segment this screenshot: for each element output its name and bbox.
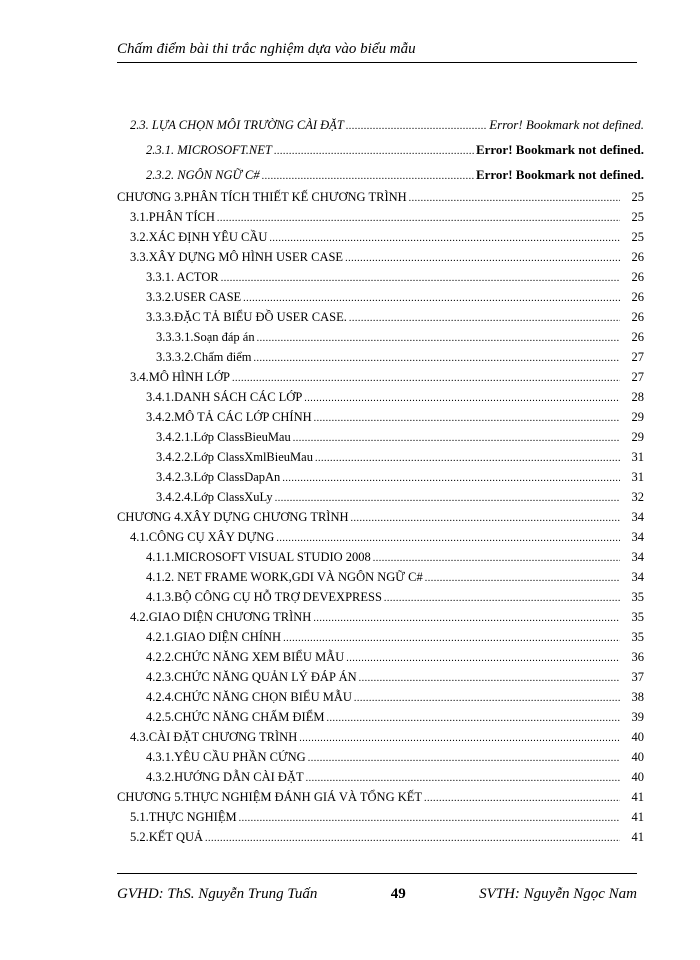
toc-entry-page: 29 bbox=[631, 410, 644, 424]
page-footer bbox=[117, 886, 637, 903]
toc-entry-page: 35 bbox=[631, 590, 644, 604]
toc-entry-page: 26 bbox=[631, 270, 644, 284]
toc-entry-page: 25 bbox=[631, 190, 644, 204]
toc-dot-leader bbox=[345, 249, 620, 269]
toc-entry[interactable] bbox=[117, 527, 644, 547]
toc-dot-leader bbox=[326, 709, 620, 729]
toc-entry-label: 3.4.2.1.Lớp ClassBieuMau bbox=[156, 430, 291, 444]
footer-advisor: GVHD: ThS. Nguyễn Trung Tuấn bbox=[117, 886, 318, 902]
toc-entry[interactable] bbox=[117, 567, 644, 587]
toc-entry-page: 26 bbox=[631, 290, 644, 304]
toc-entry[interactable] bbox=[117, 587, 644, 607]
toc-entry-page: 35 bbox=[631, 610, 644, 624]
toc-entry-page: 29 bbox=[631, 430, 644, 444]
toc-entry-page: 26 bbox=[631, 310, 644, 324]
toc-dot-leader bbox=[315, 449, 620, 469]
toc-entry-label: 3.3.2.USER CASE bbox=[146, 290, 242, 304]
toc-entry-label: 4.3.2.HƯỚNG DẪN CÀI ĐẶT bbox=[146, 770, 304, 784]
toc-entry-label: 4.2.3.CHỨC NĂNG QUẢN LÝ ĐÁP ÁN bbox=[146, 670, 357, 684]
toc-entry-page: 40 bbox=[631, 750, 644, 764]
table-of-contents bbox=[117, 112, 644, 847]
toc-entry[interactable] bbox=[117, 407, 644, 427]
toc-entry[interactable] bbox=[117, 627, 644, 647]
toc-entry[interactable] bbox=[117, 162, 644, 187]
toc-entry[interactable] bbox=[117, 387, 644, 407]
toc-entry-page: Error! Bookmark not defined. bbox=[489, 117, 644, 132]
toc-entry-page: 37 bbox=[631, 670, 644, 684]
toc-entry-label: 5.1.THỰC NGHIỆM bbox=[130, 810, 237, 824]
toc-dot-leader bbox=[313, 609, 620, 629]
toc-entry-label: 4.2.4.CHỨC NĂNG CHỌN BIỂU MẪU bbox=[146, 690, 352, 704]
toc-entry[interactable] bbox=[117, 767, 644, 787]
toc-entry[interactable] bbox=[117, 287, 644, 307]
toc-dot-leader bbox=[275, 489, 620, 509]
toc-entry-page: 34 bbox=[631, 570, 644, 584]
toc-entry[interactable] bbox=[117, 427, 644, 447]
toc-dot-leader bbox=[217, 209, 620, 229]
toc-entry[interactable] bbox=[117, 327, 644, 347]
toc-dot-leader bbox=[274, 139, 474, 164]
toc-entry[interactable] bbox=[117, 267, 644, 287]
toc-entry-page: Error! Bookmark not defined. bbox=[475, 167, 644, 182]
toc-entry[interactable] bbox=[117, 207, 644, 227]
toc-dot-leader bbox=[359, 669, 620, 689]
toc-entry[interactable] bbox=[117, 367, 644, 387]
toc-dot-leader bbox=[262, 164, 474, 189]
toc-entry-page: 31 bbox=[631, 470, 644, 484]
toc-dot-leader bbox=[276, 529, 620, 549]
toc-entry-label: 3.2.XÁC ĐỊNH YÊU CẦU bbox=[130, 230, 268, 244]
toc-dot-leader bbox=[424, 789, 620, 809]
toc-entry-label: 2.3. LỰA CHỌN MÔI TRƯỜNG CÀI ĐẶT bbox=[130, 118, 344, 132]
toc-entry-label: 3.4.2.4.Lớp ClassXuLy bbox=[156, 490, 273, 504]
toc-entry[interactable] bbox=[117, 137, 644, 162]
toc-entry-page: 31 bbox=[631, 450, 644, 464]
toc-dot-leader bbox=[409, 189, 620, 209]
toc-dot-leader bbox=[346, 114, 487, 139]
toc-entry-page: 27 bbox=[631, 350, 644, 364]
toc-entry[interactable] bbox=[117, 727, 644, 747]
toc-dot-leader bbox=[354, 689, 620, 709]
toc-entry[interactable] bbox=[117, 687, 644, 707]
toc-dot-leader bbox=[282, 469, 620, 489]
toc-entry-label: 3.3.3.2.Chấm điểm bbox=[156, 350, 252, 364]
toc-entry-page: 38 bbox=[631, 690, 644, 704]
toc-entry-page: Error! Bookmark not defined. bbox=[475, 142, 644, 157]
toc-entry-label: 4.2.GIAO DIỆN CHƯƠNG TRÌNH bbox=[130, 610, 312, 624]
toc-entry[interactable] bbox=[117, 247, 644, 267]
toc-dot-leader bbox=[269, 229, 620, 249]
toc-entry-label: 3.3.1. ACTOR bbox=[146, 270, 219, 284]
page-header bbox=[117, 38, 637, 63]
toc-dot-leader bbox=[239, 809, 620, 829]
toc-entry-label: 4.3.1.YÊU CẦU PHẦN CỨNG bbox=[146, 750, 306, 764]
toc-entry[interactable] bbox=[117, 187, 644, 207]
toc-entry-page: 36 bbox=[631, 650, 644, 664]
toc-entry-label: 4.2.2.CHỨC NĂNG XEM BIỂU MẪU bbox=[146, 650, 345, 664]
toc-entry[interactable] bbox=[117, 787, 644, 807]
toc-entry-label: 3.4.1.DANH SÁCH CÁC LỚP bbox=[146, 390, 303, 404]
toc-entry[interactable] bbox=[117, 227, 644, 247]
toc-entry-label: 2.3.1. MICROSOFT.NET bbox=[146, 143, 272, 157]
toc-entry-label: 4.1.CÔNG CỤ XÂY DỰNG bbox=[130, 530, 275, 544]
toc-entry-page: 40 bbox=[631, 730, 644, 744]
toc-entry[interactable] bbox=[117, 447, 644, 467]
toc-entry-label: 5.2.KẾT QUẢ bbox=[130, 830, 204, 844]
toc-dot-leader bbox=[253, 349, 620, 369]
toc-entry[interactable] bbox=[117, 667, 644, 687]
toc-dot-leader bbox=[299, 729, 620, 749]
toc-entry-label: 3.4.2.3.Lớp ClassDapAn bbox=[156, 470, 281, 484]
toc-entry[interactable] bbox=[117, 507, 644, 527]
toc-entry[interactable] bbox=[117, 467, 644, 487]
toc-dot-leader bbox=[425, 569, 620, 589]
toc-entry-label: 3.4.MÔ HÌNH LỚP bbox=[130, 370, 230, 384]
toc-entry-page: 25 bbox=[631, 230, 644, 244]
toc-entry-page: 32 bbox=[631, 490, 644, 504]
toc-dot-leader bbox=[243, 289, 620, 309]
toc-entry[interactable] bbox=[117, 707, 644, 727]
toc-entry[interactable] bbox=[117, 347, 644, 367]
toc-entry-label: 3.4.2.MÔ TẢ CÁC LỚP CHÍNH bbox=[146, 410, 312, 424]
toc-entry-page: 39 bbox=[631, 710, 644, 724]
toc-entry-label: 4.2.5.CHỨC NĂNG CHẤM ĐIỂM bbox=[146, 710, 325, 724]
toc-entry-label: 4.1.2. NET FRAME WORK,GDI VÀ NGÔN NGỮ C# bbox=[146, 570, 423, 584]
toc-dot-leader bbox=[283, 629, 620, 649]
toc-entry-page: 27 bbox=[631, 370, 644, 384]
toc-entry-page: 40 bbox=[631, 770, 644, 784]
toc-entry[interactable] bbox=[117, 647, 644, 667]
toc-dot-leader bbox=[346, 649, 620, 669]
toc-entry-label: 4.1.3.BỘ CÔNG CỤ HỖ TRỢ DEVEXPRESS bbox=[146, 590, 382, 604]
toc-entry-label: 4.2.1.GIAO DIỆN CHÍNH bbox=[146, 630, 282, 644]
toc-dot-leader bbox=[373, 549, 620, 569]
toc-entry-label: 3.4.2.2.Lớp ClassXmlBieuMau bbox=[156, 450, 313, 464]
toc-entry-label: 3.3.XÂY DỰNG MÔ HÌNH USER CASE bbox=[130, 250, 344, 264]
toc-entry-page: 28 bbox=[631, 390, 644, 404]
toc-entry-label: CHƯƠNG 4.XÂY DỰNG CHƯƠNG TRÌNH bbox=[117, 510, 349, 524]
toc-entry-label: CHƯƠNG 5.THỰC NGHIỆM ĐÁNH GIÁ VÀ TỔNG KẾT bbox=[117, 790, 423, 804]
footer-student: SVTH: Nguyễn Ngọc Nam bbox=[479, 886, 637, 902]
header-title: Chấm điểm bài thi trắc nghiệm dựa vào biểu mẫu bbox=[117, 41, 416, 57]
toc-entry[interactable] bbox=[117, 307, 644, 327]
toc-entry[interactable] bbox=[117, 487, 644, 507]
toc-entry-page: 41 bbox=[631, 790, 644, 804]
toc-entry-label: 3.1.PHÂN TÍCH bbox=[130, 210, 215, 224]
toc-entry[interactable] bbox=[117, 827, 644, 847]
toc-dot-leader bbox=[351, 509, 620, 529]
toc-entry-page: 26 bbox=[631, 330, 644, 344]
toc-dot-leader bbox=[205, 829, 620, 849]
toc-dot-leader bbox=[232, 369, 620, 389]
toc-entry[interactable] bbox=[117, 112, 644, 137]
toc-entry-page: 34 bbox=[631, 530, 644, 544]
toc-entry-label: 2.3.2. NGÔN NGỮ C# bbox=[146, 168, 260, 182]
footer-page-number: 49 bbox=[390, 886, 406, 902]
toc-entry-page: 25 bbox=[631, 210, 644, 224]
toc-entry-page: 34 bbox=[631, 510, 644, 524]
toc-entry[interactable] bbox=[117, 807, 644, 827]
toc-entry-page: 41 bbox=[631, 810, 644, 824]
toc-entry-page: 35 bbox=[631, 630, 644, 644]
toc-entry[interactable] bbox=[117, 547, 644, 567]
toc-dot-leader bbox=[257, 329, 620, 349]
toc-entry[interactable] bbox=[117, 607, 644, 627]
toc-dot-leader bbox=[384, 589, 620, 609]
toc-entry-label: 3.3.3.1.Soạn đáp án bbox=[156, 330, 255, 344]
toc-entry-label: 4.1.1.MICROSOFT VISUAL STUDIO 2008 bbox=[146, 550, 371, 564]
toc-entry-page: 34 bbox=[631, 550, 644, 564]
toc-dot-leader bbox=[306, 769, 620, 789]
toc-entry-page: 41 bbox=[631, 830, 644, 844]
toc-dot-leader bbox=[293, 429, 620, 449]
toc-entry[interactable] bbox=[117, 747, 644, 767]
toc-entry-label: CHƯƠNG 3.PHÂN TÍCH THIẾT KẾ CHƯƠNG TRÌNH bbox=[117, 190, 407, 204]
toc-dot-leader bbox=[308, 749, 620, 769]
toc-entry-label: 3.3.3.ĐẶC TẢ BIỂU ĐỒ USER CASE. bbox=[146, 310, 347, 324]
toc-dot-leader bbox=[221, 269, 620, 289]
toc-dot-leader bbox=[314, 409, 620, 429]
toc-entry-label: 4.3.CÀI ĐẶT CHƯƠNG TRÌNH bbox=[130, 730, 298, 744]
toc-entry-page: 26 bbox=[631, 250, 644, 264]
toc-dot-leader bbox=[349, 309, 620, 329]
footer-rule bbox=[117, 873, 637, 875]
toc-dot-leader bbox=[304, 389, 620, 409]
